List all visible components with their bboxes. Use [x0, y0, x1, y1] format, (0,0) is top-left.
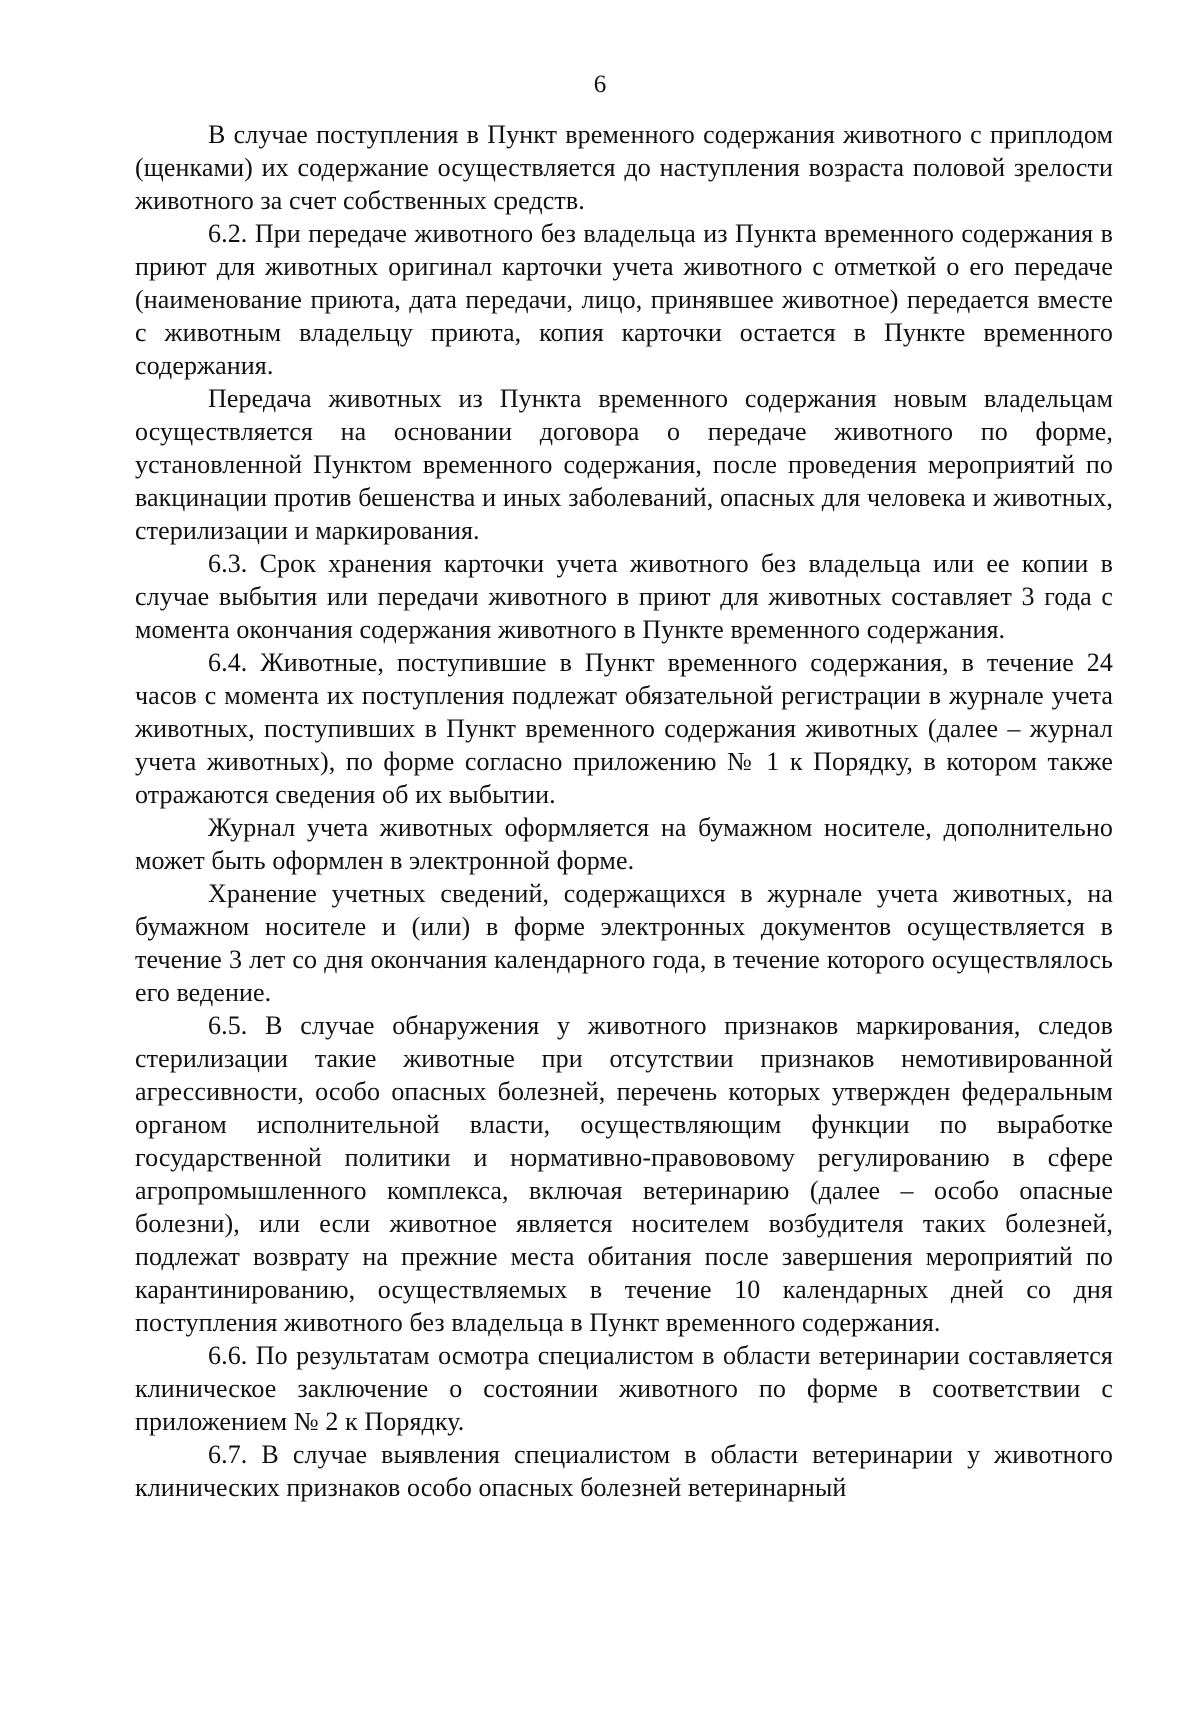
page-number: 6 [593, 71, 607, 98]
document-body [135, 118, 1113, 1504]
paragraph: 6.6. По результатам осмотра специалистом в области ветеринарии составляется клиническое заключение о состоянии животного по форме в соответствии с приложением № 2 к Порядку. [135, 1341, 1113, 1436]
paragraph: 6.7. В случае выявления специалистом в области ветеринарии у животного клинических признаков особо опасных болезней ветеринарный [135, 1440, 1113, 1502]
paragraph: 6.2. При передаче животного без владельца из Пункта временного содержания в приют для животных оригинал карточки учета животного с отметкой о его передаче (наименование приюта, дата передачи, лицо, принявшее животное) передается вместе с животным владельцу приюта, копия карточки остается в Пункте временного содержания. [135, 219, 1113, 380]
paragraph: Передача животных из Пункта временного содержания новым владельцам осуществляется на основании договора о передаче животного по форме, установленной Пунктом временного содержания, после проведения мероприятий по вакцинации против бешенства и иных заболеваний, опасных для человека и животных, стерилизации и маркирования. [135, 384, 1113, 545]
paragraph: В случае поступления в Пункт временного содержания животного с приплодом (щенками) их содержание осуществляется до наступления возраста половой зрелости животного за счет собственных средств. [135, 120, 1113, 215]
paragraph: Журнал учета животных оформляется на бумажном носителе, дополнительно может быть оформлен в электронной форме. [135, 813, 1113, 875]
paragraph: 6.5. В случае обнаружения у животного признаков маркирования, следов стерилизации такие животные при отсутствии признаков немотивированной агрессивности, особо опасных болезней, перечень которых утвержден федеральным органом исполнительной власти, осуществляющим функции по выработке государственной политики и нормативно-правововому регулированию в сфере агропромышленного комплекса, включая ветеринарию (далее – особо опасные болезни), или если животное является носителем возбудителя таких болезней, подлежат возврату на прежние места обитания после завершения мероприятий по карантинированию, осуществляемых в течение 10 календарных дней со дня поступления животного без владельца в Пункт временного содержания. [135, 1011, 1113, 1337]
paragraph: 6.3. Срок хранения карточки учета животного без владельца или ее копии в случае выбытия или передачи животного в приют для животных составляет 3 года с момента окончания содержания животного в Пункте временного содержания. [135, 549, 1113, 644]
paragraph: 6.4. Животные, поступившие в Пункт временного содержания, в течение 24 часов с момента их поступления подлежат обязательной регистрации в журнале учета животных, поступивших в Пункт временного содержания животных (далее – журнал учета животных), по форме согласно приложению № 1 к Порядку, в котором также отражаются сведения об их выбытии. [135, 648, 1113, 809]
paragraph: Хранение учетных сведений, содержащихся в журнале учета животных, на бумажном носителе и (или) в форме электронных документов осуществляется в течение 3 лет со дня окончания календарного года, в течение которого осуществлялось его ведение. [135, 879, 1113, 1007]
